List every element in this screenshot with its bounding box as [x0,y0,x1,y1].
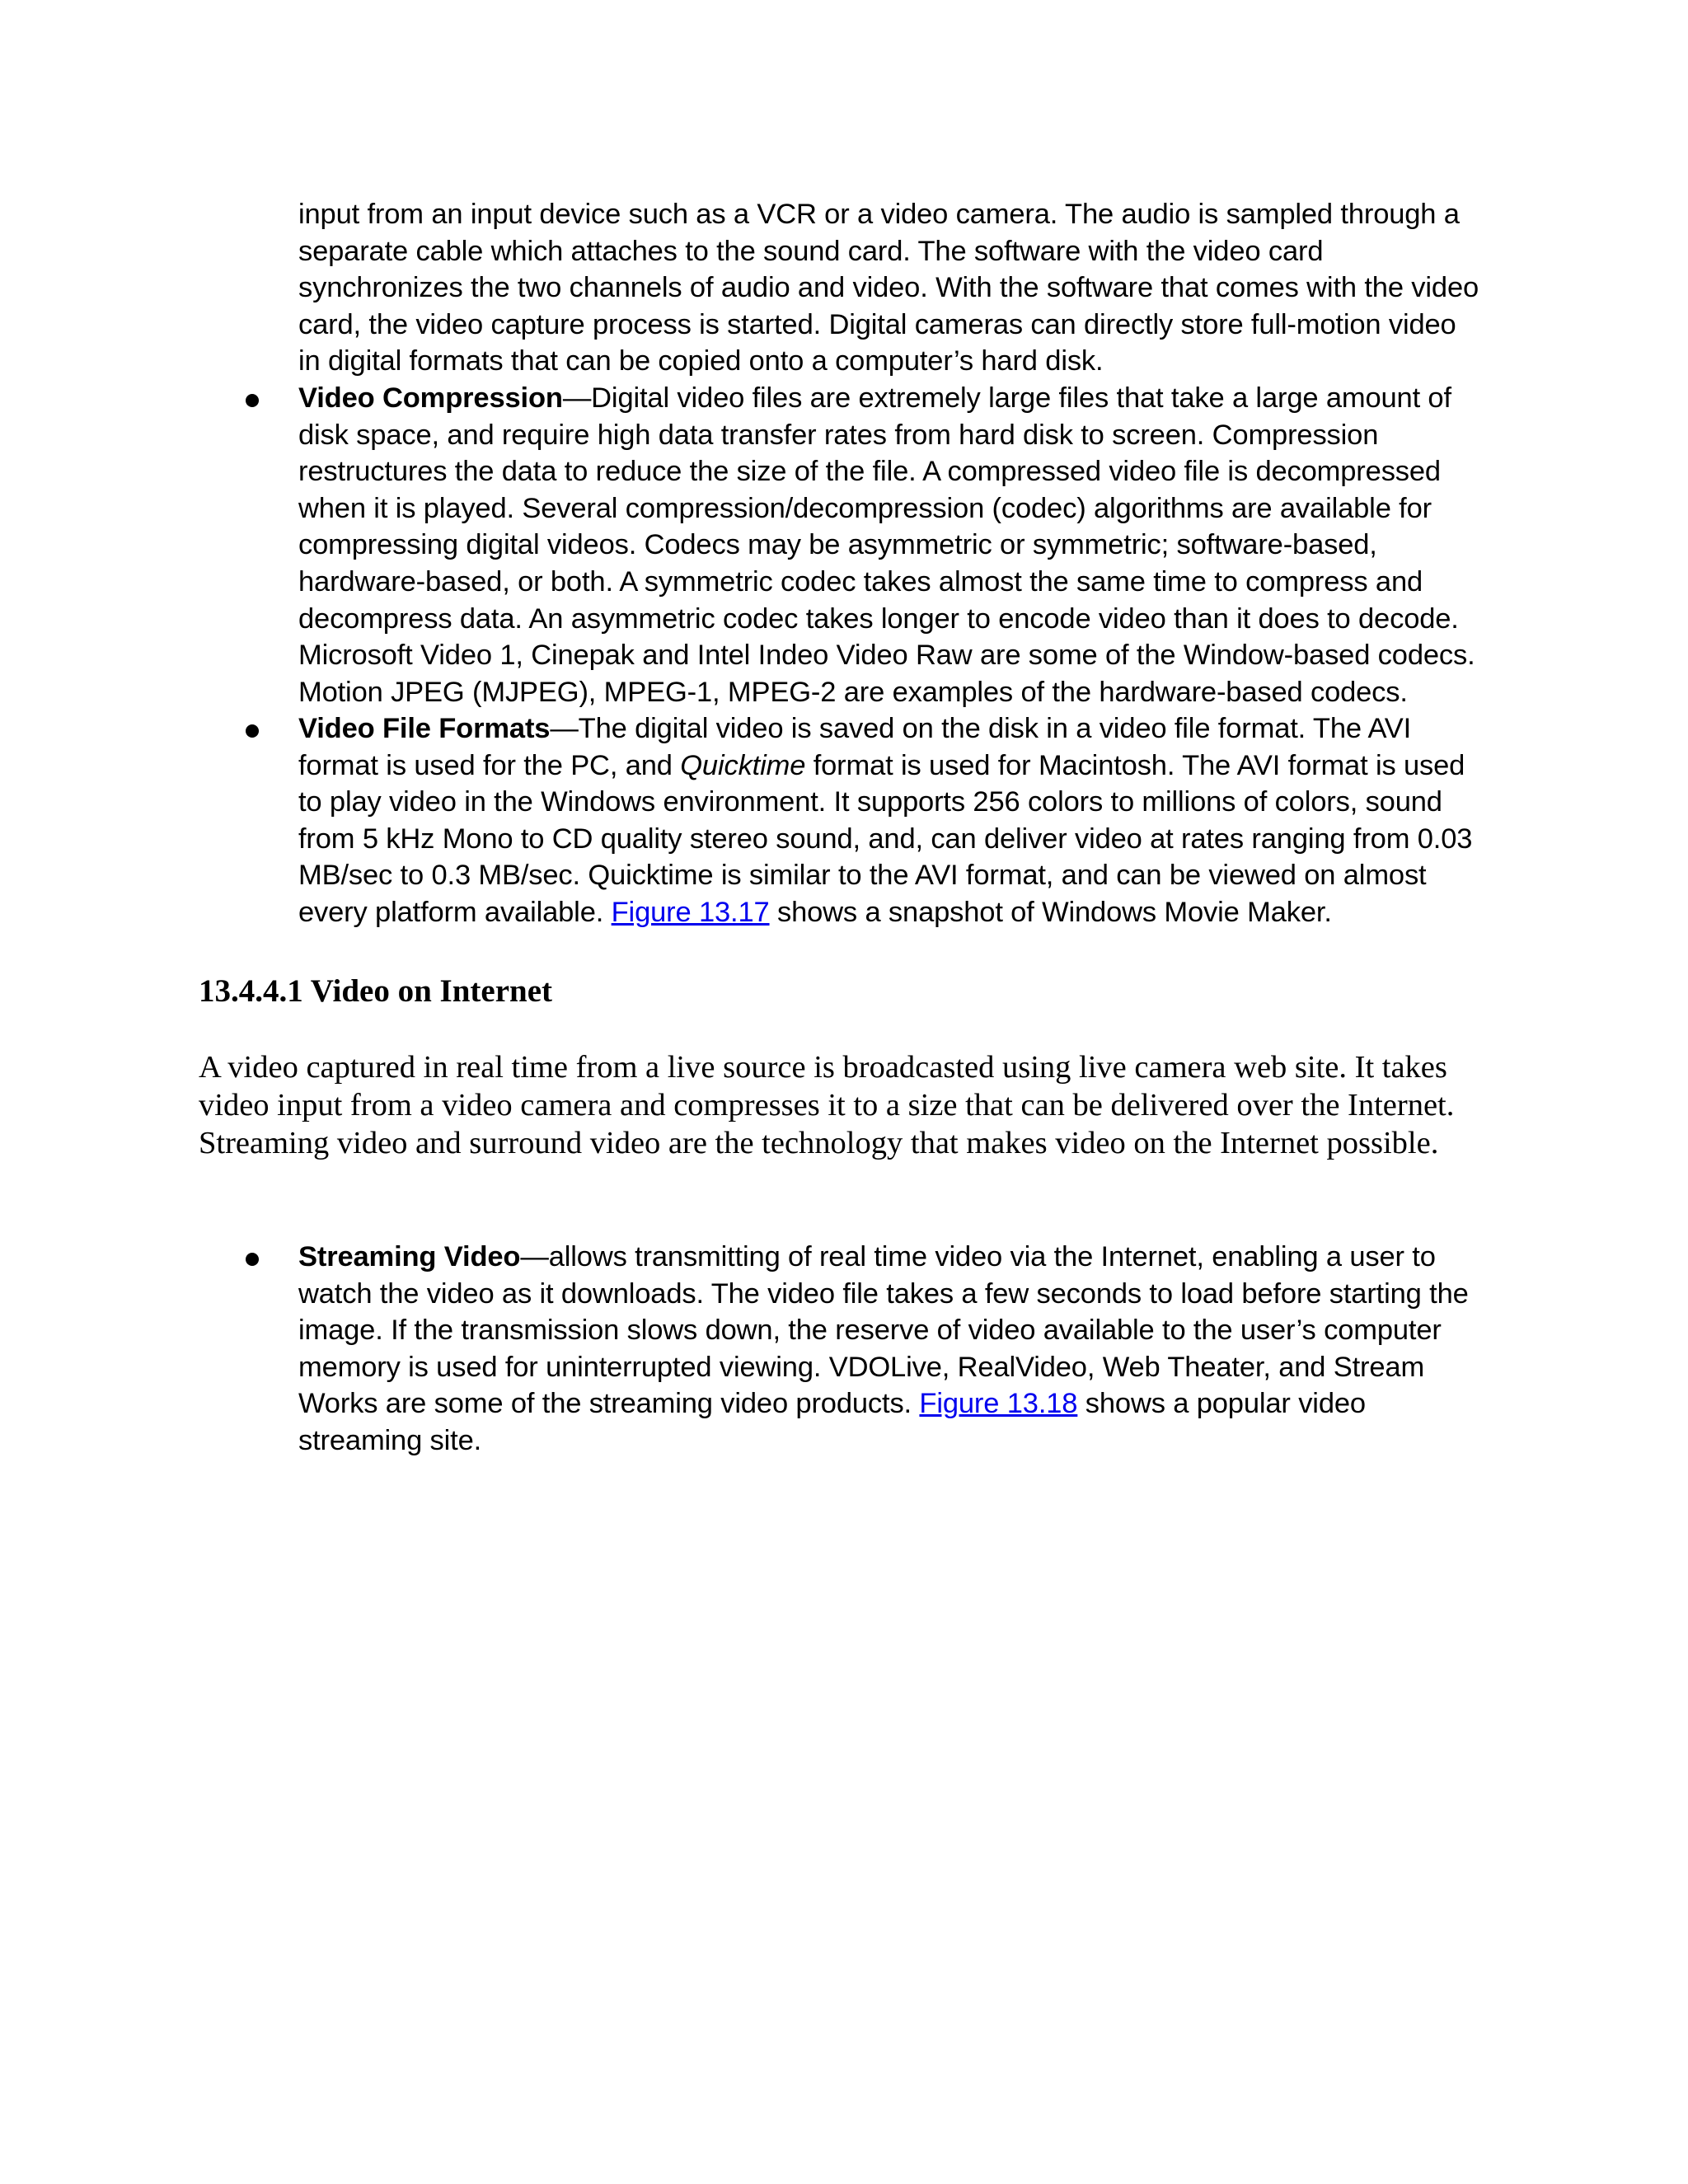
bullet-body-part2: shows a popular video streaming site. [298,1388,1366,1456]
bullet-streaming-video [298,1239,1485,1460]
bullet-term: Video File Formats [298,713,551,744]
bullet-body-part3: shows a snapshot of Windows Movie Maker. [769,896,1332,928]
bullet-video-file-formats [298,710,1485,931]
bullet-body: —Digital video files are extremely large files that take a large amount of disk space, and require high data transfer rates from hard disk to screen. Compression restructures the data to reduce the size of the file. A compressed video file is decompressed when it is played. Several compression/decompression (codec) algorithms are available for compressing digital videos. Codecs may be asymmetric or symmetric; software-based, hardware-based, or both. A symmetric codec takes almost the same time to compress and decompress data. An asymmetric codec takes longer to encode video than it does to decode. Microsoft Video 1, Cinepak and Intel Indeo Video Raw are some of the Window-based codecs. Motion JPEG (MJPEG), MPEG-1, MPEG-2 are examples of the hardware-based codecs. [298,382,1475,708]
section-heading: 13.4.4.1 Video on Internet [199,973,552,1009]
bullet-body-part2: format is used for Macintosh. The AVI format is used to play video in the Windows environment. It supports 256 colors to millions of colors, sound from 5 kHz Mono to CD quality stereo sound, and, can deliver video at rates ranging from 0.03 MB/sec to 0.3 MB/sec. Quicktime is similar to the AVI format, and can be viewed on almost every platform available. [298,749,1473,928]
continuation-paragraph: input from an input device such as a VCR or a video camera. The audio is sampled through a separate cable which attaches to the sound card. The software with the video card synchronizes the two channels of audio and video. With the software that comes with the video card, the video capture process is started. Digital cameras can directly store full-motion video in digital formats that can be copied onto a computer’s hard disk. [298,199,1479,377]
bullet-term: Video Compression [298,382,563,414]
bullet-body-part1: —The digital video is saved on the disk in a video file format. The AVI format is used for the PC, and [298,713,1412,781]
section-paragraph: A video captured in real time from a live source is broadcasted using live camera web site. It takes video input from a video camera and compresses it to a size that can be delivered over the Internet. Streaming video and surround video are the technology that makes video on the Internet possible. [199,1050,1455,1160]
bullet-icon [246,1253,259,1266]
bullet-icon [246,394,259,407]
figure-13-18-link[interactable]: Figure 13.18 [919,1388,1078,1420]
bullet-term: Streaming Video [298,1241,521,1272]
figure-13-17-link[interactable]: Figure 13.17 [611,896,770,928]
bullet-video-compression [298,380,1485,710]
bullet-body-part1: —allows transmitting of real time video via the Internet, enabling a user to watch the video as it downloads. The video file takes a few seconds to load before starting the image. If the transmission slows down, the reserve of video available to the user’s computer memory is used for uninterrupted viewing. VDOLive, RealVideo, Web Theater, and Stream Works are some of the streaming video products. [298,1241,1469,1420]
quicktime-italic: Quicktime [680,749,806,781]
bullet-icon [246,724,259,738]
